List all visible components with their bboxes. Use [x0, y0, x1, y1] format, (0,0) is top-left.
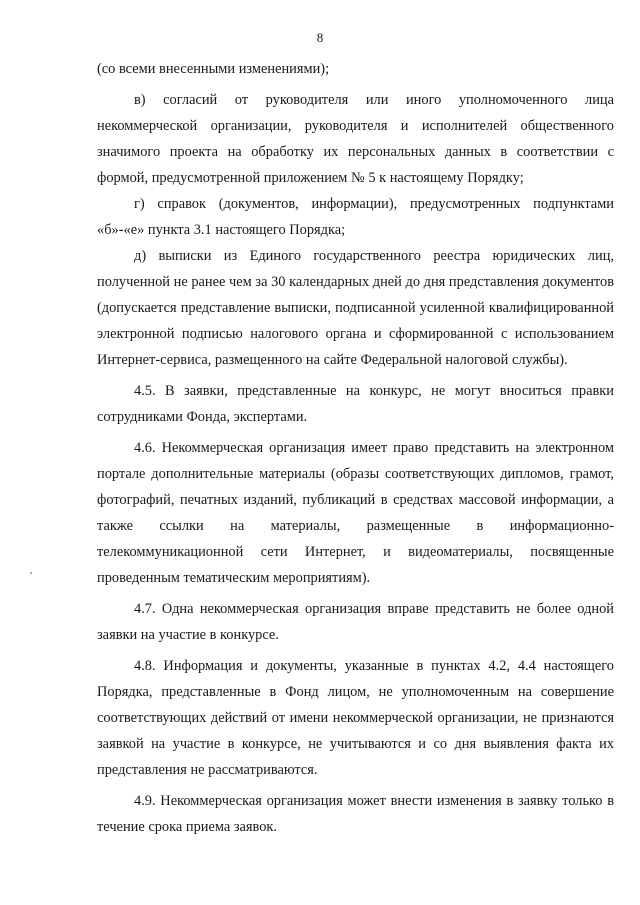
paragraph-4-6: 4.6. Некоммерческая организация имеет право представить на электронном портале дополнительные материалы (образы соответствующих дипломов, грамот, фотографий, печатных изданий, публикаций в средствах массовой информации, а также ссылки на материалы, размещенные в информационно-телекоммуникационной сети Интернет, и видеоматериалы, посвященные проведенным тематическим мероприятиям).	[97, 440, 614, 586]
paragraph-4-7: 4.7. Одна некоммерческая организация вправе представить не более одной заявки на участие в конкурсе.	[97, 601, 614, 643]
paragraph-item-d: д) выписки из Единого государственного реестра юридических лиц, полученной не ранее чем за 30 календарных дней до дня представления документов (допускается представление выписки, подписанной усиленной квалифицированной электронной подписью налогового органа и сформированной с использованием Интернет-сервиса, размещенного на сайте Федеральной налоговой службы).	[97, 248, 614, 368]
paragraph-item-v: в) согласий от руководителя или иного уполномоченного лица некоммерческой организации, руководителя и исполнителей общественного значимого проекта на обработку их персональных данных в соответствии с формой, предусмотренной приложением № 5 к настоящему Порядку;	[97, 92, 614, 186]
paragraph-continuation: (со всеми внесенными изменениями);	[97, 61, 330, 77]
document-body	[97, 56, 614, 840]
scan-speck	[30, 572, 32, 574]
page-number: 8	[316, 30, 324, 45]
paragraph-item-g: г) справок (документов, информации), предусмотренных подпунктами «б»-«е» пункта 3.1 настоящего Порядка;	[97, 196, 614, 238]
paragraph-4-8: 4.8. Информация и документы, указанные в пунктах 4.2, 4.4 настоящего Порядка, представленные в Фонд лицом, не уполномоченным на совершение соответствующих действий от имени некоммерческой организации, не признаются заявкой на участие в конкурсе, не учитываются и со дня выявления факта их представления не рассматриваются.	[97, 658, 614, 778]
paragraph-4-5: 4.5. В заявки, представленные на конкурс, не могут вноситься правки сотрудниками Фонда, экспертами.	[97, 383, 614, 425]
paragraph-4-9: 4.9. Некоммерческая организация может внести изменения в заявку только в течение срока приема заявок.	[97, 793, 614, 835]
